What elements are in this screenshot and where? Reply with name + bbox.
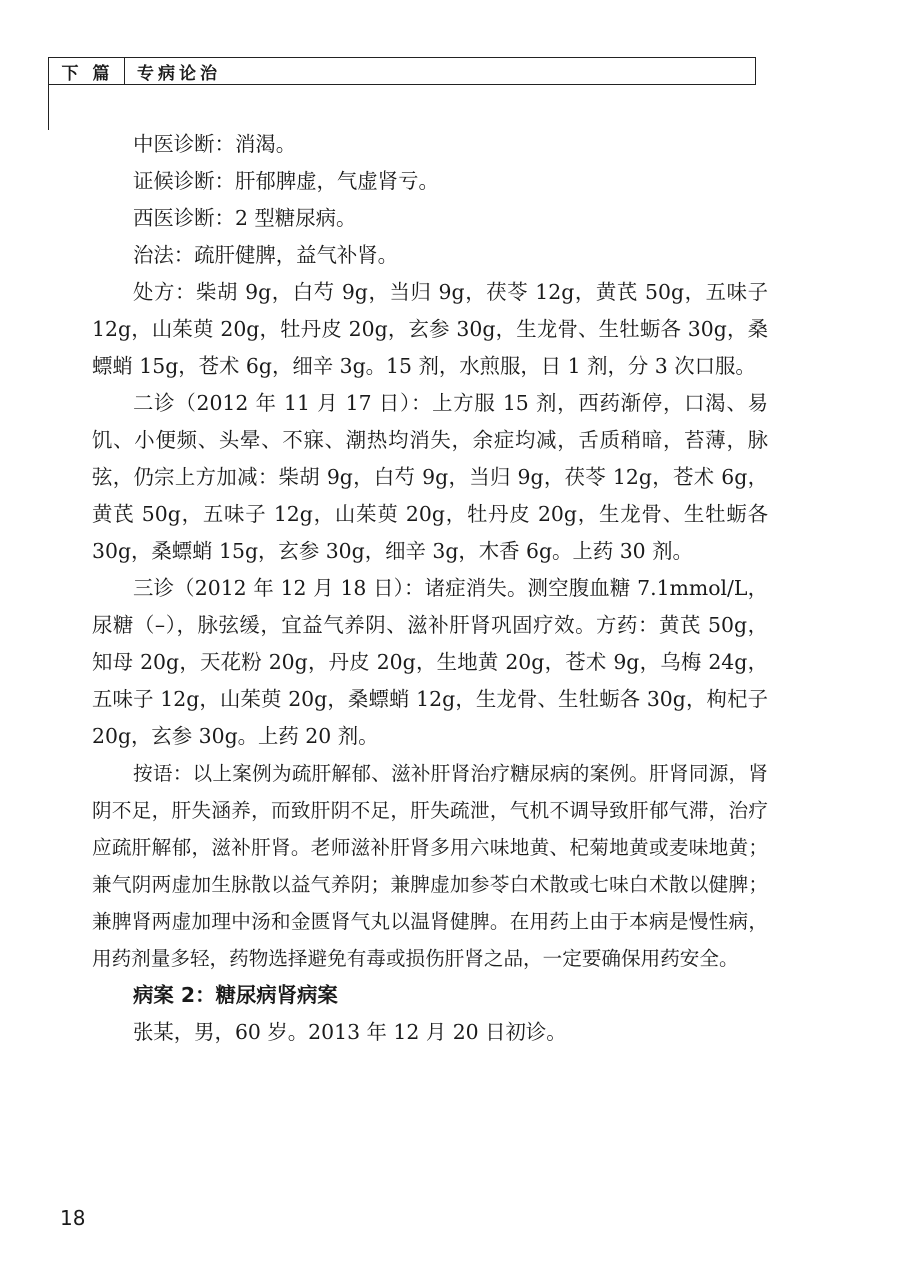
case-heading: 病案 2：糖尿病肾病案 (133, 983, 338, 1007)
running-header (48, 57, 756, 85)
second-visit: 二诊（2012 年 11 月 17 日）：上方服 15 剂，西药渐停，口渴、易饥、小便频、头晕、不寐、潮热均消失，余症均减，舌质稍暗，苔薄，脉弦，仍宗上方加减：柴胡 9g，白芍 9g，当归 9g，茯苓 12g，苍术 6g，黄芪 50g，五味子 12g，山茱萸 20g，牡丹皮 20g，生龙骨、生牡蛎各 30g，桑螵蛸 15g，玄参 30g，细辛 3g，木香 6g。上药 30 剂。 (92, 391, 768, 563)
case-intro: 张某，男，60 岁。2013 年 12 月 20 日初诊。 (133, 1020, 567, 1044)
header-section: 下篇 (49, 58, 125, 84)
treatment-method: 治法：疏肝健脾，益气补肾。 (133, 243, 399, 267)
syndrome-diagnosis: 证候诊断：肝郁脾虚，气虚肾亏。 (133, 169, 439, 193)
header-rule (48, 85, 49, 130)
prescription: 处方：柴胡 9g，白芍 9g，当归 9g，茯苓 12g，黄芪 50g，五味子 12g，山茱萸 20g，牡丹皮 20g，玄参 30g，生龙骨、生牡蛎各 30g，桑螵蛸 15g，苍术 6g，细辛 3g。15 剂，水煎服，日 1 剂，分 3 次口服。 (92, 280, 768, 378)
commentary: 按语：以上案例为疏肝解郁、滋补肝肾治疗糖尿病的案例。肝肾同源，肾阴不足，肝失涵养，而致肝阴不足，肝失疏泄，气机不调导致肝郁气滞，治疗应疏肝解郁，滋补肝肾。老师滋补肝肾多用六味地黄、杞菊地黄或麦味地黄；兼气阴两虚加生脉散以益气养阴；兼脾虚加参苓白术散或七味白术散以健脾；兼脾肾两虚加理中汤和金匮肾气丸以温肾健脾。在用药上由于本病是慢性病，用药剂量多轻，药物选择避免有毒或损伤肝肾之品，一定要确保用药安全。 (92, 762, 768, 970)
tcm-diagnosis: 中医诊断：消渴。 (133, 132, 297, 156)
header-chapter: 专病论治 (137, 63, 221, 84)
page-number: 18 (60, 1206, 86, 1230)
third-visit: 三诊（2012 年 12 月 18 日）：诸症消失。测空腹血糖 7.1mmol/L，尿糖（–），脉弦缓，宜益气养阴、滋补肝肾巩固疗效。方药：黄芪 50g，知母 20g，天花粉 20g，丹皮 20g，生地黄 20g，苍术 9g，乌梅 24g，五味子 12g，山茱萸 20g，桑螵蛸 12g，生龙骨、生牡蛎各 30g，枸杞子 20g，玄参 30g。上药 20 剂。 (92, 576, 768, 748)
body-text (92, 126, 768, 1051)
western-diagnosis: 西医诊断：2 型糖尿病。 (133, 206, 357, 230)
